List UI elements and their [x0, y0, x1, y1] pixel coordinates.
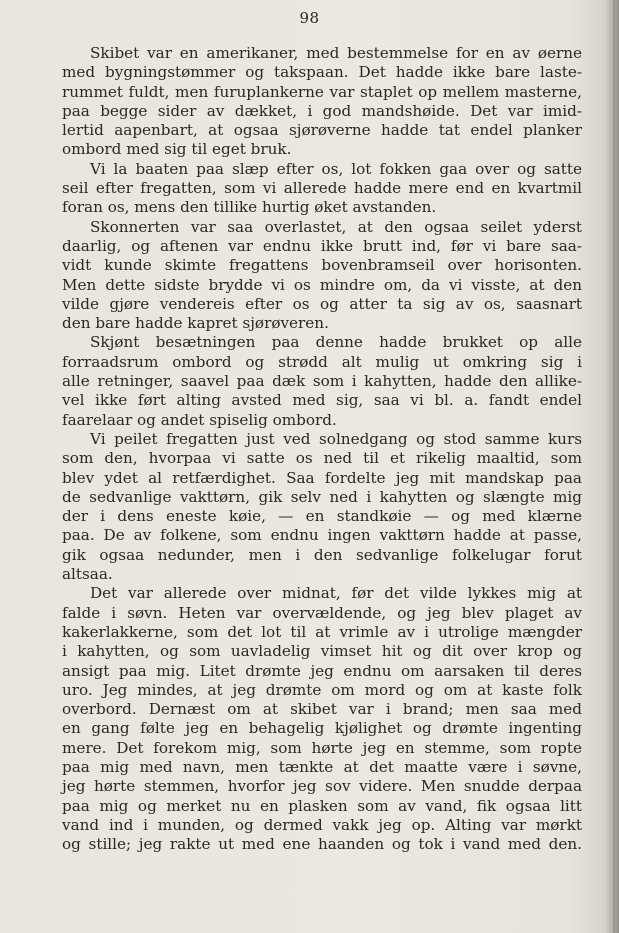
text-line: Vi la baaten paa slæp efter os, lot fokken gaa over og satte	[90, 159, 582, 178]
text-line: med bygningstømmer og takspaan. Det hadde ikke bare laste-	[62, 63, 582, 82]
text-line: Skonnerten var saa overlastet, at den ogsaa seilet yderst	[90, 217, 582, 236]
text-line: mere. Det forekom mig, som hørte jeg en stemme, som ropte	[62, 738, 582, 757]
page-number: 98	[299, 9, 320, 27]
text-line: daarlig, og aftenen var endnu ikke brutt ind, før vi bare saa-	[62, 236, 582, 255]
text-line: den bare hadde kapret sjørøveren.	[62, 314, 329, 333]
text-line: Men dette sidste brydde vi os mindre om, da vi visste, at den	[62, 275, 582, 294]
text-line: en gang følte jeg en behagelig kjølighet og drømte ingenting	[62, 719, 582, 738]
text-line: jeg hørte stemmen, hvorfor jeg sov videre. Men snudde derpaa	[62, 777, 582, 796]
text-line: gik ogsaa nedunder, men i den sedvanlige folkelugar forut	[62, 545, 582, 564]
text-line: paa mig med navn, men tænkte at det maatte være i søvne,	[62, 757, 582, 776]
text-line: rummet fuldt, men furuplankerne var staplet op mellem masterne,	[62, 82, 582, 101]
text-line: paa begge sider av dækket, i god mandshøide. Det var imid-	[62, 101, 582, 120]
text-line: uro. Jeg mindes, at jeg drømte om mord og om at kaste folk	[62, 680, 582, 699]
text-line: Skjønt besætningen paa denne hadde brukket op alle	[90, 333, 582, 352]
text-line: og stille; jeg rakte ut med ene haanden og tok i vand med den.	[62, 835, 582, 854]
text-line: paa. De av folkene, som endnu ingen vakttørn hadde at passe,	[62, 526, 582, 545]
text-line: Det var allerede over midnat, før det vilde lykkes mig at	[90, 584, 582, 603]
text-line: seil efter fregatten, som vi allerede hadde mere end en kvartmil	[62, 179, 582, 198]
text-line: vel ikke ført alting avsted med sig, saa vi bl. a. fandt endel	[62, 391, 582, 410]
text-line: kakerlakkerne, som det lot til at vrimle av i utrolige mængder	[62, 622, 582, 641]
text-line: Skibet var en amerikaner, med bestemmelse for en av øerne	[90, 44, 582, 62]
body-text	[62, 44, 582, 854]
text-line: vand ind i munden, og dermed vakk jeg op. Alting var mørkt	[62, 815, 582, 834]
page-edge-line	[613, 0, 615, 933]
text-line: ansigt paa mig. Litet drømte jeg endnu om aarsaken til deres	[62, 661, 582, 680]
text-line: faarelaar og andet spiselig ombord.	[62, 410, 337, 429]
page-edge-shadow	[605, 0, 619, 933]
text-line: overbord. Dernæst om at skibet var i brand; men saa med	[62, 700, 582, 719]
text-line: forraadsrum ombord og strødd alt mulig ut omkring sig i	[62, 352, 582, 371]
text-line: som den, hvorpaa vi satte os ned til et rikelig maaltid, som	[62, 449, 582, 468]
text-line: altsaa.	[62, 565, 113, 584]
text-line: der i dens eneste køie, — en standkøie — og med klærne	[62, 507, 582, 526]
text-line: vidt kunde skimte fregattens bovenbramseil over horisonten.	[62, 256, 582, 275]
text-line: foran os, mens den tillike hurtig øket avstanden.	[62, 198, 437, 217]
text-line: ombord med sig til eget bruk.	[62, 140, 292, 159]
text-line: alle retninger, saavel paa dæk som i kahytten, hadde den allike-	[62, 372, 582, 391]
text-line: Vi peilet fregatten just ved solnedgang og stod samme kurs	[90, 429, 582, 448]
text-line: falde i søvn. Heten var overvældende, og jeg blev plaget av	[62, 603, 582, 622]
text-line: de sedvanlige vakttørn, gik selv ned i kahytten og slængte mig	[62, 487, 582, 506]
text-line: i kahytten, og som uavladelig vimset hit og dit over krop og	[62, 642, 582, 661]
text-line: paa mig og merket nu en plasken som av vand, fik ogsaa litt	[62, 796, 582, 815]
text-line: vilde gjøre vendereis efter os og atter ta sig av os, saasnart	[62, 294, 582, 313]
text-line: blev ydet al retfærdighet. Saa fordelte jeg mit mandskap paa	[62, 468, 582, 487]
text-line: lertid aapenbart, at ogsaa sjørøverne hadde tat endel planker	[62, 121, 582, 140]
